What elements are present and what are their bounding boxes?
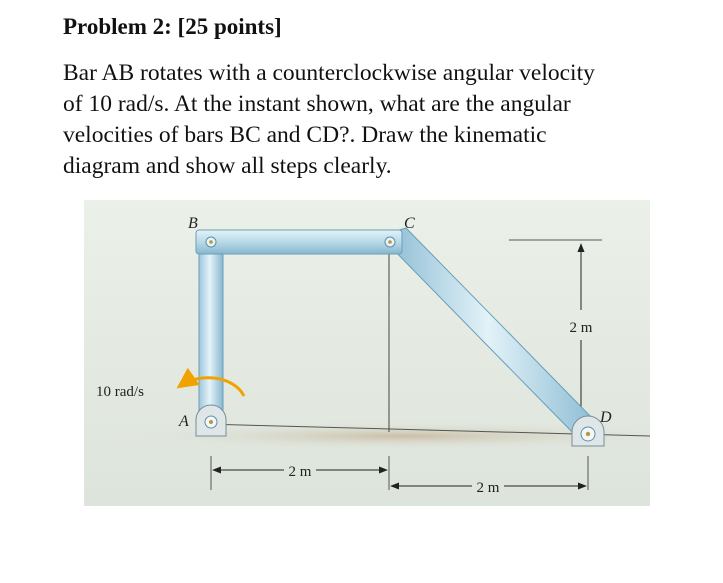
bar-bc bbox=[196, 230, 402, 254]
pin-a-center bbox=[209, 420, 213, 424]
left-span-label: 2 m bbox=[288, 464, 312, 480]
statement-line-2: of 10 rad/s. At the instant shown, what are the angular bbox=[63, 91, 571, 117]
right-span-label: 2 m bbox=[476, 480, 500, 496]
mechanism-diagram bbox=[84, 200, 650, 506]
pin-b-center bbox=[209, 240, 213, 244]
statement-line-4: diagram and show all steps clearly. bbox=[63, 153, 392, 179]
problem-statement bbox=[63, 58, 703, 182]
statement-line-3: velocities of bars BC and CD?. Draw the kinematic bbox=[63, 122, 547, 148]
label-c: C bbox=[404, 215, 415, 232]
height-dimension-label: 2 m bbox=[569, 320, 593, 336]
label-a: A bbox=[179, 413, 189, 430]
pin-d-center bbox=[586, 432, 590, 436]
bar-ab bbox=[199, 230, 223, 426]
problem-title: Problem 2: [25 points] bbox=[63, 14, 282, 39]
label-d: D bbox=[600, 409, 612, 426]
statement-line-1: Bar AB rotates with a counterclockwise angular velocity bbox=[63, 60, 595, 86]
mechanism-figure bbox=[84, 200, 650, 506]
angular-velocity-label: 10 rad/s bbox=[96, 384, 144, 400]
pin-c-center bbox=[388, 240, 392, 244]
label-b: B bbox=[188, 215, 198, 232]
